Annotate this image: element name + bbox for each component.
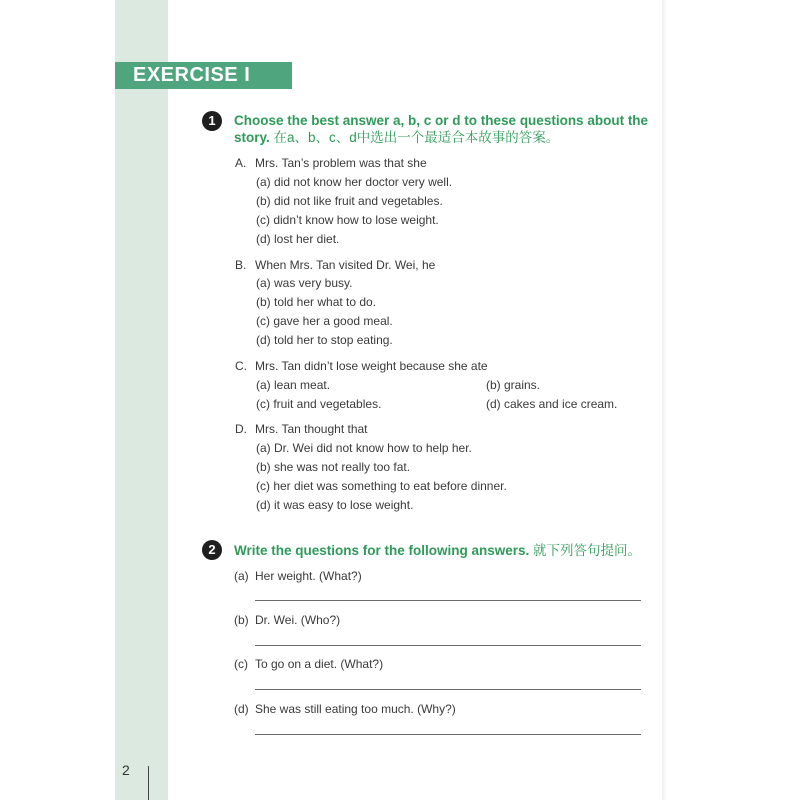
item-b-option-a: (a) was very busy. (256, 276, 353, 290)
item-a-option-b: (b) did not like fruit and vegetables. (256, 194, 443, 208)
item-d-stem: Mrs. Tan thought that (255, 422, 368, 436)
question-1-number: 1 (202, 111, 222, 131)
item-c-letter: C. (235, 359, 247, 373)
exercise-title: EXERCISE I (133, 64, 251, 86)
answer-b-label: (b) (234, 613, 249, 627)
answer-d-label: (d) (234, 702, 249, 716)
answer-a-label: (a) (234, 569, 249, 583)
item-a-letter: A. (235, 156, 247, 170)
item-c-option-a: (a) lean meat. (256, 378, 331, 392)
answer-a-write-line[interactable] (255, 600, 641, 601)
item-b-option-d: (d) told her to stop eating. (256, 333, 393, 347)
item-a-option-a: (a) did not know her doctor very well. (256, 175, 453, 189)
item-c-stem: Mrs. Tan didn’t lose weight because she ate (255, 359, 488, 373)
item-d-option-a: (a) Dr. Wei did not know how to help her. (256, 441, 472, 455)
question-1-instruction-line2: story. (234, 130, 270, 145)
answer-a-text: Her weight. (What?) (255, 569, 362, 583)
question-2-number: 2 (202, 540, 222, 560)
question-2-instruction-en: Write the questions for the following answers. (234, 543, 530, 558)
item-d-letter: D. (235, 422, 247, 436)
question-1-instruction-chinese: 在a、b、c、d中选出一个最适合本故事的答案。 (273, 130, 560, 145)
item-c-option-c: (c) fruit and vegetables. (256, 397, 382, 411)
item-a-stem: Mrs. Tan’s problem was that she (255, 156, 427, 170)
item-d-option-d: (d) it was easy to lose weight. (256, 498, 414, 512)
item-a-option-d: (d) lost her diet. (256, 232, 340, 246)
answer-b-text: Dr. Wei. (Who?) (255, 613, 341, 627)
question-2-instruction (234, 542, 664, 559)
item-b-stem: When Mrs. Tan visited Dr. Wei, he (255, 258, 436, 272)
question-2-instruction-chinese: 就下列答句提问。 (533, 543, 642, 558)
answer-b-write-line[interactable] (255, 645, 641, 646)
item-c-option-d: (d) cakes and ice cream. (486, 397, 618, 411)
left-margin-strip (115, 0, 168, 800)
answer-c-text: To go on a diet. (What?) (255, 657, 384, 671)
answer-d-write-line[interactable] (255, 734, 641, 735)
answer-d-text: She was still eating too much. (Why?) (255, 702, 456, 716)
item-b-letter: B. (235, 258, 247, 272)
item-d-option-b: (b) she was not really too fat. (256, 460, 411, 474)
answer-c-write-line[interactable] (255, 689, 641, 690)
page-number: 2 (122, 762, 130, 778)
item-c-option-b: (b) grains. (486, 378, 541, 392)
item-b-option-b: (b) told her what to do. (256, 295, 377, 309)
question-1-instruction (234, 112, 654, 146)
item-d-option-c: (c) her diet was something to eat before dinner. (256, 479, 507, 493)
item-a-option-c: (c) didn’t know how to lose weight. (256, 213, 439, 227)
question-1-instruction-line1: Choose the best answer a, b, c or d to these questions about the (234, 113, 649, 128)
background-right (667, 0, 800, 800)
item-b-option-c: (c) gave her a good meal. (256, 314, 393, 328)
page-number-divider (148, 766, 149, 800)
answer-c-label: (c) (234, 657, 248, 671)
